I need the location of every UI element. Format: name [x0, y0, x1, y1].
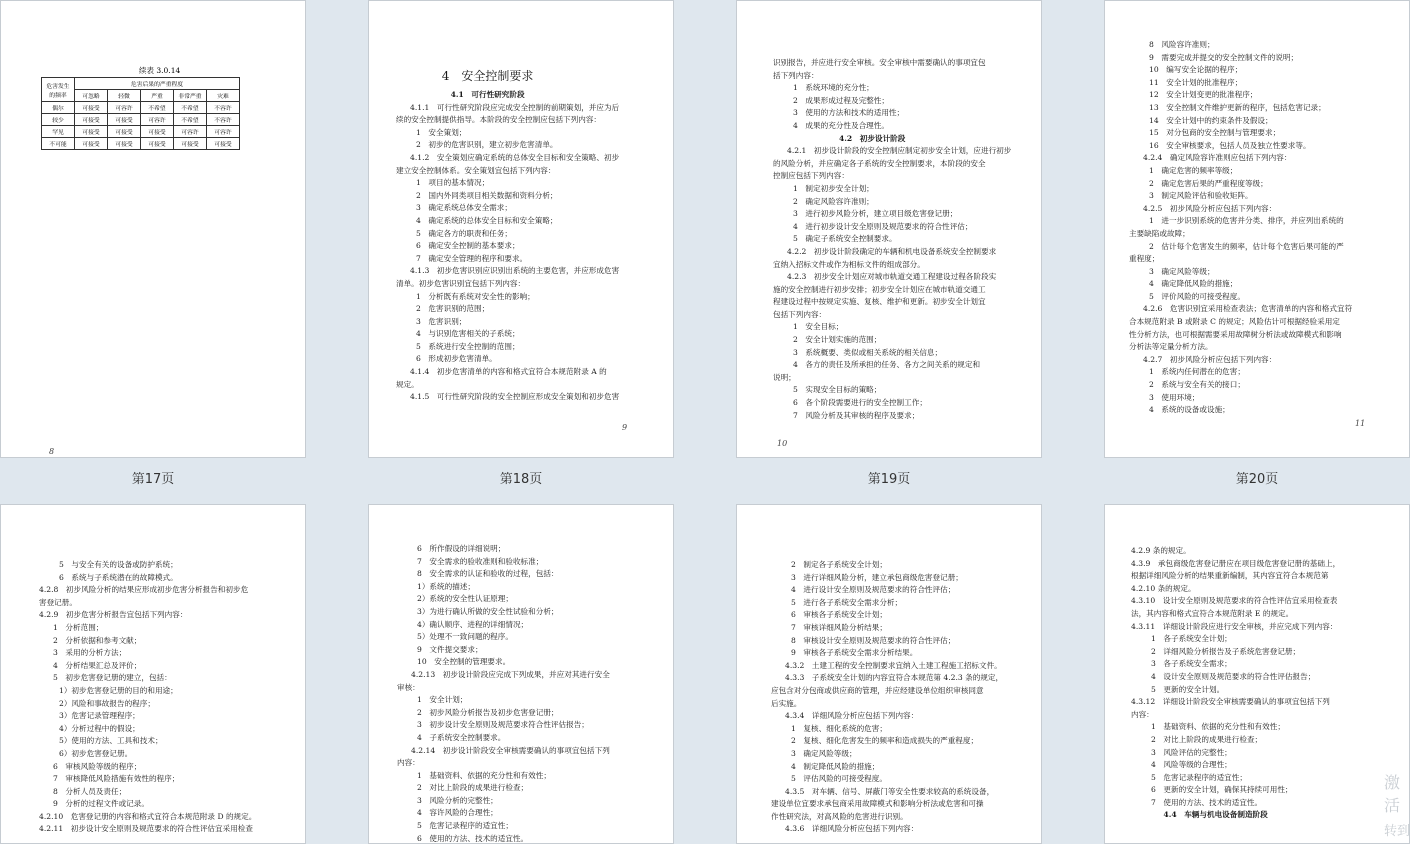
text-line: 6 审核各子系统安全计划； [791, 610, 887, 620]
table-cell: 可容许 [207, 126, 240, 138]
text-line: 8 安全需求的认证和验收的过程，包括： [417, 569, 559, 579]
text-line: 2）风险和事故报告的程序； [59, 698, 155, 708]
text-line: 续的安全控制提供指导。本阶段的安全控制应包括下列内容： [396, 115, 602, 125]
text-line: 4 各方的责任及所承担的任务、各方之间关系的规定和 [793, 360, 981, 370]
text-line: 10 安全控制的管理要求。 [417, 657, 511, 667]
text-line: 内容： [1131, 709, 1154, 719]
text-line: 法，其内容和格式宜符合本规范附录 E 的规定。 [1131, 608, 1294, 618]
text-line: 4.2.9 条的规定。 [1131, 546, 1191, 555]
text-line: 4.2.5 初步风险分析应包括下列内容： [1143, 203, 1277, 213]
text-line: 6 更新的安全计划，确保其持续可用性； [1151, 785, 1293, 795]
table-cell: 可接受 [108, 114, 141, 126]
text-line: 1 安全目标； [793, 322, 844, 332]
text-line: 1 各子系统安全计划； [1151, 634, 1232, 644]
text-line: 6 形成初步危害清单。 [416, 354, 497, 364]
table-col-header: 可忽略 [75, 90, 108, 102]
text-line: 9 审核各子系统安全需求分析结果。 [791, 648, 918, 658]
page-body [1131, 545, 1340, 822]
text-line: 4.2.9 初步危害分析报告宜包括下列内容： [39, 610, 188, 620]
text-line: 作性研究法，对高风险的危害进行识别。 [771, 811, 908, 821]
text-line: 4.3.10 设计安全原则及规范要求的符合性评估宜采用检查表 [1131, 596, 1338, 606]
text-line: 11 安全计划的批准程序； [1149, 77, 1243, 87]
text-line: 1 分析既有系统对安全性的影响； [416, 291, 535, 301]
text-line: 5 评估风险的可接受程度。 [791, 774, 887, 784]
text-line: 4 子系统安全控制要求。 [417, 732, 506, 742]
text-line: 5）处理不一致问题的程序。 [417, 632, 513, 642]
text-line: 8 风险容许准则； [1149, 40, 1215, 49]
text-line: 9 分析的过程文件或记录。 [53, 799, 149, 809]
table-col-header: 灾难 [207, 90, 240, 102]
table-cell: 可接受 [207, 138, 240, 150]
text-line: 4.2.8 初步风险分析的结果应形成初步危害分析报告和初步危 [39, 585, 249, 595]
text-line: 1 项目的基本情况； [416, 178, 490, 188]
text-line: 4.3.9 承包商级危害登记册应在项目级危害登记册的基础上， [1131, 558, 1341, 568]
page-body [39, 559, 256, 836]
text-line: 4.3.5 对车辆、信号、屏蔽门等安全性要求较高的系统设备， [785, 786, 995, 796]
text-line: 4）确认顺序、进程的详细情况； [417, 619, 529, 629]
page-21[interactable] [0, 504, 306, 844]
text-line: 3 进行初步风险分析，建立项目级危害登记册； [793, 209, 958, 219]
text-line: 5 确定子系统安全控制要求。 [793, 234, 897, 244]
table-row-header: 偶尔 [42, 102, 75, 114]
text-line: 7 审核详细风险分析结果； [791, 622, 887, 632]
text-line: 2 复核、细化危害发生的频率和造成损失的严重程度； [791, 736, 979, 746]
text-line: 4 系统的设备或设施； [1149, 405, 1230, 415]
text-line: 2 成果形成过程及完整性； [793, 95, 889, 105]
text-line: 1 复核、细化系统的危害； [791, 723, 887, 733]
text-line: 2 对比上阶段的成果进行检查； [417, 783, 529, 793]
table-cell: 可接受 [174, 138, 207, 150]
text-line: 2 危害识别的范围； [416, 304, 490, 314]
text-line: 1 安全计划； [417, 695, 468, 705]
text-line: 4.2.3 初步安全计划应对城市轨道交通工程建设过程各阶段实 [787, 272, 997, 282]
text-line: 4.3.3 子系统安全计划的内容宜符合本规范第 4.2.3 条的规定， [785, 673, 1004, 683]
text-line: 4.2.10 危害登记册的内容和格式宜符合本规范附录 D 的规定。 [39, 811, 257, 821]
text-line: 7 风险分析及其审核的程序及要求； [793, 410, 920, 420]
text-line: 的风险分析，并应确定各子系统的安全控制要求，本阶段的安全 [773, 158, 986, 168]
text-line: 4.1.2 安全策划应确定系统的总体安全目标和安全策略、初步 [410, 152, 620, 162]
table-cell: 不希望 [174, 114, 207, 126]
text-line: 控制应包括下列内容： [773, 171, 849, 181]
page-label-18[interactable]: 第18页 [499, 472, 543, 487]
text-line: 3 危害识别； [416, 316, 467, 326]
table-cell: 可接受 [75, 126, 108, 138]
text-line: 分析法等定量分析方法。 [1129, 342, 1213, 352]
text-line: 1 确定危害的频率等级； [1149, 165, 1238, 175]
text-line: 1 分析范围； [53, 622, 104, 632]
text-line: 建立安全控制体系。安全策划宜包括下列内容： [396, 165, 556, 175]
text-line: 16 安全审核要求，包括人员及独立性要求等。 [1149, 140, 1311, 150]
page-label-20[interactable]: 第20页 [1235, 472, 1279, 487]
table-cell: 可容许 [141, 114, 174, 126]
text-line: 5 确定各方的职责和任务； [416, 228, 512, 238]
page-body [773, 57, 1011, 422]
text-line: 4.3.2 土建工程的安全控制要求宜纳入土建工程施工招标文件。 [785, 660, 1002, 670]
table-row [42, 138, 240, 150]
text-line: 主要缺陷或故障； [1129, 228, 1190, 238]
text-line: 9 文件提交要求； [417, 644, 483, 654]
risk-matrix-table [41, 77, 240, 150]
text-line: 重程度； [1129, 254, 1160, 264]
text-line: 4.2.14 初步设计阶段安全审核需要确认的事项宜包括下列 [411, 745, 610, 755]
text-line: 3 采用的分析方法； [53, 648, 127, 658]
text-line: 3 确定风险等级； [1149, 266, 1215, 276]
text-line: 1 系统内任何潜在的危害； [1149, 367, 1245, 377]
activation-watermark [1384, 770, 1410, 839]
text-line: 3 使用环境； [1149, 392, 1200, 402]
text-line: 4.3.11 详细设计阶段应进行安全审核，并应完成下列内容： [1131, 621, 1338, 631]
page-17[interactable] [0, 0, 306, 458]
page-20[interactable] [1104, 0, 1410, 458]
text-line: 2 详细风险分析报告及子系统危害登记册； [1151, 646, 1301, 656]
text-line: 4 制定降低风险的措施； [791, 761, 880, 771]
text-line: 4.2.4 确定风险容许准则应包括下列内容： [1143, 153, 1292, 163]
text-line: 12 安全计划变更的批准程序； [1149, 90, 1258, 100]
text-line: 6 系统与子系统潜在的故障模式。 [59, 572, 178, 582]
text-line: 应包含对分包商或供应商的管理，并应经建设单位组织审核同意 [771, 685, 984, 695]
table-cell: 可接受 [108, 126, 141, 138]
page-number: 9 [622, 423, 628, 432]
text-line: 6 使用的方法、技术的适宜性。 [417, 833, 529, 843]
text-line: 6 确定安全控制的基本要求； [416, 241, 520, 251]
table-col-header: 非常严重 [174, 90, 207, 102]
table-cell: 可接受 [141, 126, 174, 138]
text-line: 5 评价风险的可接受程度。 [1149, 291, 1245, 301]
text-line: 4 成果的充分性及合理性。 [793, 120, 889, 130]
text-line: 4.2.13 初步设计阶段应完成下列成果，并应对其进行安全 [411, 669, 610, 679]
page-19[interactable] [736, 0, 1042, 458]
text-line: 3 各子系统安全需求； [1151, 659, 1232, 669]
text-line: 4 进行设计安全原则及规范要求的符合性评估； [791, 585, 956, 595]
table-cell: 可接受 [141, 138, 174, 150]
text-line: 5 进行各子系统安全需求分析； [791, 597, 903, 607]
table-cell: 可接受 [75, 138, 108, 150]
table-row-header: 不可能 [42, 138, 75, 150]
text-line: 4.1.1 可行性研究阶段应完成安全控制的前期策划，并应为后 [410, 102, 620, 112]
text-line: 2 国内外同类项目相关数据和资料分析； [416, 190, 558, 200]
text-line: 4.2.11 初步设计安全原则及规范要求的符合性评估宜采用检查 [39, 824, 253, 834]
text-line: 3 风险评估的完整性； [1151, 747, 1232, 757]
text-line: 4.3.4 详细风险分析应包括下列内容： [785, 711, 919, 721]
text-line: 3 使用的方法和技术的适用性； [793, 108, 905, 118]
watermark-line: 转到 [1384, 824, 1410, 839]
text-line: 4 与识别危害相关的子系统； [416, 329, 520, 339]
text-line: 4 风险等级的合理性； [1151, 760, 1232, 770]
text-line: 4 确定系统的总体安全目标和安全策略； [416, 215, 558, 225]
text-line: 4.4 车辆与机电设备制造阶段 [1163, 810, 1268, 820]
text-line: 7 确定安全管理的程序和要求。 [416, 253, 528, 263]
text-line: 6 所作假设的详细说明； [417, 544, 506, 553]
text-line: 5 系统进行安全控制的范围； [416, 341, 520, 351]
text-line: 1）系统的描述； [417, 581, 475, 591]
text-line: 4 设计安全原则及规范要求的符合性评估报告； [1151, 671, 1316, 681]
page-23[interactable] [736, 504, 1042, 844]
text-line: 1 基础资料、依据的充分性和有效性； [1151, 722, 1285, 732]
text-line: 施的安全控制进行初步安排；初步安全计划应在城市轨道交通工 [773, 284, 986, 294]
text-line: 清单。初步危害识别宜包括下列内容： [396, 278, 526, 288]
text-line: 2 制定各子系统安全计划； [791, 560, 887, 569]
text-line: 8 分析人员及责任； [53, 786, 127, 796]
text-line: 4.2.6 危害识别宜采用检查表法；危害清单的内容和格式宜符 [1143, 304, 1353, 314]
text-line: 7 使用的方法、技术的适宜性。 [1151, 797, 1263, 807]
text-line: 6 各个阶段需要进行的安全控制工作； [793, 398, 927, 408]
text-line: 4 确定降低风险的措施； [1149, 279, 1238, 289]
text-line: 1 安全策划； [416, 127, 467, 137]
text-line: 性分析方法，也可根据需要采用故障树分析法或故障模式和影响 [1129, 329, 1342, 339]
text-line: 4 进行初步设计安全原则及规范要求的符合性评估； [793, 221, 973, 231]
text-line: 害登记册。 [39, 597, 77, 607]
page-body [396, 63, 619, 404]
text-line: 3）为进行确认所做的安全性试验和分析； [417, 606, 559, 616]
text-line: 4.2.10 条的规定。 [1131, 583, 1196, 593]
text-line: 建设单位宜要求承包商采用故障模式和影响分析法或危害和可操 [771, 799, 984, 809]
text-line: 3 系统概要、类似或相关系统的相关信息； [793, 347, 943, 357]
text-line: 5）使用的方法、工具和技术； [59, 736, 163, 746]
table-cell: 可接受 [75, 102, 108, 114]
table-cell: 不希望 [174, 102, 207, 114]
text-line: 4 安全控制要求 [441, 69, 534, 83]
text-line: 2 分析依据和参考文献； [53, 635, 142, 645]
text-line: 根据详细风险分析的结果重新编制，其内容宜符合本规范第 [1131, 571, 1329, 581]
table-col-header: 严重 [141, 90, 174, 102]
table-corner-header: 危害发生的频率 [42, 78, 75, 102]
text-line: 2 估计每个危害发生的频率，估计每个危害后果可能的严 [1149, 241, 1344, 251]
text-line: 宜纳入招标文件或作为相标文件的组成部分。 [773, 259, 925, 269]
text-line: 2 初步风险分析报告及初步危害登记册； [417, 707, 559, 717]
text-line: 4.2.7 初步风险分析应包括下列内容： [1143, 354, 1277, 364]
text-line: 3 确定风险等级； [791, 748, 857, 758]
table-col-header: 轻微 [108, 90, 141, 102]
text-line: 说明； [773, 372, 796, 382]
table-group-header: 危害后果的严重程度 [75, 78, 240, 90]
text-line: 2 安全计划实施的范围； [793, 335, 882, 345]
text-line: 5 危害记录程序的适宜性； [417, 821, 513, 831]
text-line: 3 风险分析的完整性； [417, 795, 498, 805]
text-line: 4.2.2 初步设计阶段确定的车辆和机电设备系统安全控制要求 [787, 246, 997, 256]
text-line: 2 系统与安全有关的接口； [1149, 380, 1245, 390]
text-line: 识别报告，并应进行安全审核。安全审核中需要确认的事项宜包 [773, 58, 986, 67]
text-line: 3 初步设计安全原则及规范要求符合性评估报告； [417, 720, 589, 730]
table-cell: 可接受 [108, 138, 141, 150]
table-row-header: 较少 [42, 114, 75, 126]
text-line: 1）初步危害登记册的目的和用途； [59, 685, 178, 695]
text-line: 3）危害记录管理程序； [59, 711, 140, 721]
text-line: 4.3.6 详细风险分析应包括下列内容： [785, 824, 919, 834]
text-line: 4.1.4 初步危害清单的内容和格式宜符合本规范附录 A 的 [410, 367, 607, 377]
page-number: 11 [1355, 419, 1366, 428]
table-row-header: 罕见 [42, 126, 75, 138]
table-cell: 可容许 [108, 102, 141, 114]
text-line: 后实施。 [771, 698, 802, 708]
text-line: 7 审核降低风险措施有效性的程序； [53, 774, 180, 784]
text-line: 7 安全需求的验收准则和验收标准； [417, 556, 544, 566]
text-line: 2）系统的安全性认证原理； [417, 594, 513, 604]
text-line: 6 审核风险等级的程序； [53, 761, 142, 771]
table-caption: 续表 3.0.14 [139, 66, 181, 75]
text-line: 4.1 可行性研究阶段 [450, 90, 525, 99]
table-cell: 可接受 [75, 114, 108, 126]
page-24[interactable] [1104, 504, 1410, 844]
text-line: 10 编写安全论据的程序； [1149, 65, 1243, 75]
text-line: 1 进一步识别系统的危害并分类、排序，并应列出系统的 [1149, 216, 1344, 226]
text-line: 2 确定风险容许准则； [793, 196, 874, 206]
text-line: 4 容许风险的合理性； [417, 808, 498, 818]
text-line: 2 初步的危害识别，建立初步危害清单。 [416, 140, 558, 150]
page-18[interactable] [368, 0, 674, 458]
text-line: 5 初步危害登记册的建立，包括： [53, 673, 172, 683]
table-row [42, 102, 240, 114]
watermark-line: 激活 [1384, 773, 1401, 815]
text-line: 5 更新的安全计划。 [1151, 684, 1225, 694]
page-22[interactable] [368, 504, 674, 844]
text-line: 合本规范附录 B 或附录 C 的规定；风险估计可根据经验采用定 [1129, 317, 1340, 327]
text-line: 规定。 [396, 379, 419, 389]
text-line: 1 制定初步安全计划； [793, 183, 874, 193]
page-body [771, 559, 1003, 836]
text-line: 4.1.3 初步危害识别应识别出系统的主要危害，并应形成危害 [410, 266, 620, 276]
table-cell: 不希望 [141, 102, 174, 114]
text-line: 1 基础资料、依据的充分性和有效性； [417, 770, 551, 780]
text-line: 2 确定危害后果的严重程度等级； [1149, 178, 1268, 188]
text-line: 6）初步危害登记册。 [59, 748, 133, 758]
text-line: 4 分析结果汇总及评价； [53, 660, 142, 670]
text-line: 14 安全计划中的约束条件及假设； [1149, 115, 1273, 125]
page-label-17[interactable]: 第17页 [131, 472, 175, 487]
page-body [1129, 39, 1352, 417]
page-number: 8 [49, 447, 55, 456]
text-line: 5 危害记录程序的适宜性； [1151, 772, 1247, 782]
table-cell: 可容许 [174, 126, 207, 138]
table-row [42, 114, 240, 126]
text-line: 4.2 初步设计阶段 [838, 133, 906, 143]
page-body [397, 543, 610, 844]
text-line: 包括下列内容： [773, 309, 827, 319]
text-line: 4.1.5 可行性研究阶段的安全控制应形成安全策划和初步危害 [410, 392, 620, 402]
text-line: 3 进行详细风险分析，建立承包商级危害登记册； [791, 572, 963, 582]
page-number: 10 [777, 439, 788, 448]
text-line: 15 对分包商的安全控制与管理要求； [1149, 128, 1281, 138]
table-cell: 不容许 [207, 102, 240, 114]
table-row [42, 126, 240, 138]
text-line: 4）分析过程中的假设； [59, 723, 140, 733]
text-line: 2 对比上阶段的成果进行检查； [1151, 734, 1263, 744]
text-line: 4.2.1 初步设计阶段的安全控制应制定初步安全计划，应进行初步 [787, 146, 1012, 156]
text-line: 5 与安全有关的设备或防护系统； [59, 560, 178, 569]
text-line: 3 确定系统总体安全需求； [416, 203, 512, 213]
text-line: 9 需要完成并提交的安全控制文件的说明； [1149, 52, 1299, 62]
text-line: 审核： [397, 682, 420, 692]
text-line: 内容： [397, 758, 420, 768]
text-line: 13 安全控制文件维护更新的程序，包括危害记录； [1149, 102, 1326, 112]
text-line: 3 制定风险评估和验收矩阵。 [1149, 191, 1253, 201]
text-line: 4.3.12 详细设计阶段安全审核需要确认的事项宜包括下列 [1131, 697, 1330, 707]
table-cell: 不容许 [207, 114, 240, 126]
text-line: 8 审核设计安全原则及规范要求的符合性评估； [791, 635, 956, 645]
text-line: 5 实现安全目标的策略； [793, 385, 882, 395]
text-line: 括下列内容： [773, 70, 819, 80]
text-line: 程建设过程中按规定实施、复核、维护和更新。初步安全计划宜 [773, 297, 986, 307]
text-line: 1 系统环境的充分性； [793, 83, 874, 93]
page-label-19[interactable]: 第19页 [867, 472, 911, 487]
